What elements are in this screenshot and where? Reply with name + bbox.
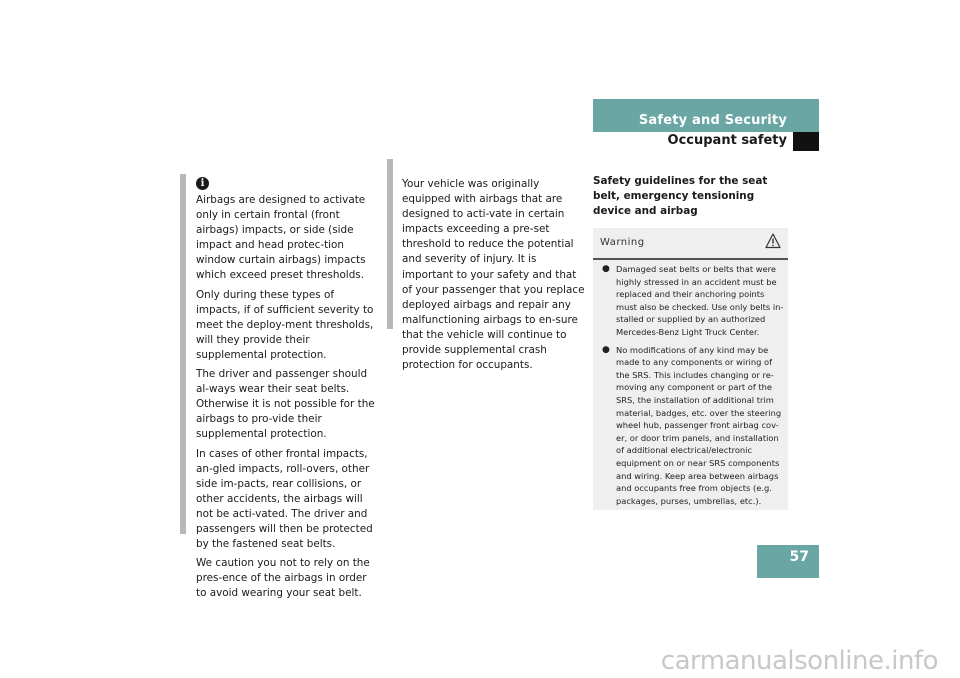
page-number: 57 bbox=[789, 549, 809, 565]
section-subtitle: Occupant safety bbox=[667, 133, 787, 148]
warning-box bbox=[593, 228, 788, 510]
warning-item bbox=[600, 263, 784, 339]
warning-item-text: No modifications of any kind may be made to any components or wiring of the SRS. This includes changing or re-moving any component or part of the SRS, the installation of additional trim material, badges, etc. over the steering wheel hub, passenger front airbag cov-er, or door trim panels, and installation of additional electrical/electronic equipment on or near SRS components and wiring. Keep area between airbags and occupants free from objects (e.g. packages, purses, umbrellas, etc.). bbox=[616, 344, 782, 506]
warning-item bbox=[600, 344, 784, 508]
middle-column-bar bbox=[387, 159, 393, 329]
section-header bbox=[593, 99, 819, 151]
info-note bbox=[196, 193, 378, 605]
warning-title: Warning bbox=[600, 237, 645, 248]
info-paragraph: Airbags are designed to activate only in certain frontal (front airbags) impacts, or side (side impact and head protec-tion window curtain airbags) impacts which exceed preset thresholds. bbox=[196, 194, 366, 282]
warning-list bbox=[600, 263, 784, 512]
middle-paragraph: Your vehicle was originally equipped with airbags that are designed to acti-vate in certain impacts exceeding a pre-set threshold to reduce the potential and severity of injury. It is important to your safety and that of your passenger that you replace deployed airbags and repair any malfunctioning airbags to en-sure that the vehicle will continue to provide supplemental crash protection for occupants. bbox=[402, 178, 585, 372]
warning-item-text: Damaged seat belts or belts that were highly stressed in an accident must be replaced and their anchoring points must also be checked. Use only belts in-stalled or supplied by an authorized Mercedes-Benz Light Truck Center. bbox=[616, 264, 784, 337]
bullet-icon: ● bbox=[602, 344, 610, 355]
info-paragraph: Only during these types of impacts, if of sufficient severity to meet the deploy-ment thresholds, will they provide their supplemental protection. bbox=[196, 288, 374, 361]
guidelines-heading: Safety guidelines for the seat belt, emergency tensioning device and airbag bbox=[593, 175, 768, 217]
info-paragraph: The driver and passenger should al-ways wear their seat belts. Otherwise it is not possible for the airbags to pro-vide their supplemental protection. bbox=[196, 368, 375, 441]
middle-text bbox=[402, 177, 587, 377]
subtitle-marker bbox=[793, 132, 819, 151]
section-title: Safety and Security bbox=[638, 113, 787, 128]
info-paragraph: In cases of other frontal impacts, an-gled impacts, roll-overs, other side im-pacts, rear collisions, or other accidents, the airbags will not be acti-vated. The driver and passengers will then be protected by the fastened seat belts. bbox=[196, 447, 373, 551]
info-icon: i bbox=[196, 177, 209, 190]
info-column-bar bbox=[180, 174, 186, 534]
warning-triangle-icon bbox=[765, 233, 781, 249]
page-number-box bbox=[757, 545, 819, 578]
info-paragraph: We caution you not to rely on the pres-ence of the airbags in order to avoid wearing your seat belt. bbox=[196, 557, 370, 600]
bullet-icon: ● bbox=[602, 264, 610, 274]
warning-divider bbox=[593, 258, 788, 260]
watermark: carmanualsonline.info bbox=[660, 646, 938, 676]
